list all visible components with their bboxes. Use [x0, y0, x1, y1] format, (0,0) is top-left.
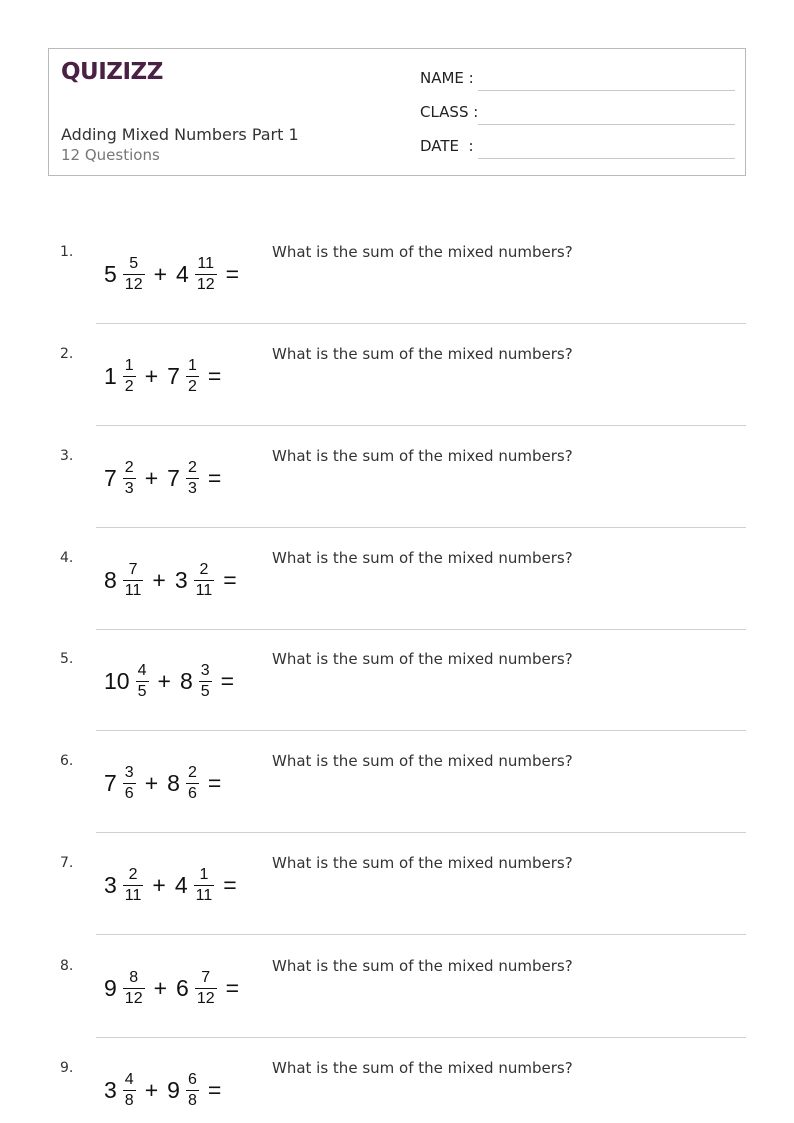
class-field[interactable]	[420, 99, 735, 125]
mixed-number-expression	[104, 350, 221, 402]
question-count: 12 Questions	[61, 146, 160, 164]
first-fraction	[123, 562, 144, 599]
question-number: 2.	[60, 346, 74, 362]
mixed-number-expression	[104, 248, 239, 300]
first-fraction	[123, 460, 136, 497]
first-whole: 5	[104, 260, 117, 287]
second-fraction	[194, 562, 215, 599]
name-line	[478, 90, 735, 91]
first-fraction	[123, 1072, 136, 1109]
question-item	[60, 739, 746, 841]
question-number: 6.	[60, 753, 74, 769]
answer-line	[96, 323, 746, 324]
second-fraction	[194, 867, 215, 904]
first-numerator: 2	[124, 458, 134, 476]
second-denominator: 12	[196, 275, 215, 293]
second-denominator: 11	[195, 581, 213, 599]
second-denominator: 2	[187, 377, 197, 395]
first-fraction	[136, 663, 149, 700]
second-denominator: 12	[196, 989, 215, 1007]
second-fraction	[195, 256, 217, 293]
question-item	[60, 230, 746, 332]
mixed-number-expression	[104, 452, 221, 504]
quizizz-logo: QUIZIZZ	[61, 59, 163, 85]
question-item	[60, 536, 746, 638]
second-numerator: 1	[199, 865, 209, 883]
answer-line	[96, 629, 746, 630]
equals-sign: =	[207, 464, 222, 491]
second-numerator: 2	[199, 560, 209, 578]
first-numerator: 5	[129, 254, 139, 272]
first-denominator: 6	[124, 784, 134, 802]
equals-sign: =	[223, 566, 237, 593]
plus-sign: +	[144, 464, 159, 491]
second-fraction	[186, 460, 199, 497]
question-number: 3.	[60, 448, 74, 464]
question-item	[60, 1046, 746, 1123]
answer-line	[96, 934, 746, 935]
first-numerator: 3	[124, 763, 134, 781]
second-numerator: 7	[201, 968, 211, 986]
first-numerator: 2	[128, 865, 138, 883]
question-number: 5.	[60, 651, 74, 667]
second-numerator: 11	[197, 254, 215, 272]
first-whole: 3	[104, 871, 117, 898]
question-text: What is the sum of the mixed numbers?	[272, 447, 573, 465]
second-numerator: 6	[187, 1070, 197, 1088]
first-numerator: 4	[137, 661, 147, 679]
worksheet-header	[48, 48, 746, 176]
second-fraction	[195, 970, 217, 1007]
second-whole: 3	[174, 566, 188, 593]
plus-sign: +	[144, 769, 159, 796]
first-whole: 7	[104, 769, 117, 796]
second-whole: 8	[167, 769, 180, 796]
answer-line	[96, 832, 746, 833]
second-whole: 9	[167, 1076, 180, 1103]
date-label: DATE :	[420, 137, 474, 155]
plus-sign: +	[152, 871, 166, 898]
answer-line	[96, 527, 746, 528]
second-numerator: 2	[187, 763, 197, 781]
question-text: What is the sum of the mixed numbers?	[272, 650, 573, 668]
question-text: What is the sum of the mixed numbers?	[272, 854, 573, 872]
second-whole: 8	[179, 667, 193, 694]
plus-sign: +	[157, 667, 171, 694]
first-numerator: 1	[124, 356, 134, 374]
worksheet-title: Adding Mixed Numbers Part 1	[61, 125, 299, 144]
question-number: 1.	[60, 244, 74, 260]
second-whole: 7	[167, 464, 180, 491]
first-denominator: 2	[124, 377, 134, 395]
second-fraction	[186, 358, 199, 395]
plus-sign: +	[144, 1076, 159, 1103]
question-text: What is the sum of the mixed numbers?	[272, 957, 573, 975]
second-fraction	[199, 663, 212, 700]
plus-sign: +	[152, 566, 166, 593]
equals-sign: =	[225, 974, 240, 1001]
first-fraction	[123, 765, 136, 802]
date-field[interactable]	[420, 133, 735, 159]
second-fraction	[186, 765, 199, 802]
class-label: CLASS :	[420, 103, 479, 121]
question-item	[60, 434, 746, 536]
plus-sign: +	[153, 974, 168, 1001]
answer-line	[96, 425, 746, 426]
first-denominator: 8	[124, 1091, 134, 1109]
question-number: 8.	[60, 958, 74, 974]
first-whole: 8	[104, 566, 117, 593]
first-fraction	[123, 867, 144, 904]
second-denominator: 5	[200, 682, 210, 700]
equals-sign: =	[223, 871, 237, 898]
second-denominator: 3	[187, 479, 197, 497]
mixed-number-expression	[104, 1064, 221, 1116]
answer-line	[96, 730, 746, 731]
second-whole: 7	[167, 362, 180, 389]
first-denominator: 12	[124, 989, 143, 1007]
mixed-number-expression	[104, 962, 239, 1014]
first-numerator: 7	[128, 560, 138, 578]
first-denominator: 12	[124, 275, 143, 293]
equals-sign: =	[207, 1076, 222, 1103]
name-field[interactable]	[420, 65, 735, 91]
question-text: What is the sum of the mixed numbers?	[272, 1059, 573, 1077]
mixed-number-expression	[104, 757, 221, 809]
second-numerator: 2	[187, 458, 197, 476]
plus-sign: +	[153, 260, 168, 287]
first-fraction	[123, 358, 136, 395]
first-whole: 3	[104, 1076, 117, 1103]
first-denominator: 5	[137, 682, 147, 700]
question-item	[60, 332, 746, 434]
first-whole: 10	[104, 667, 130, 694]
question-number: 4.	[60, 550, 74, 566]
second-denominator: 8	[187, 1091, 197, 1109]
first-fraction	[123, 256, 145, 293]
equals-sign: =	[207, 362, 222, 389]
second-fraction	[186, 1072, 199, 1109]
mixed-number-expression	[104, 554, 237, 606]
answer-line	[96, 1037, 746, 1038]
first-fraction	[123, 970, 145, 1007]
question-number: 7.	[60, 855, 74, 871]
first-whole: 1	[104, 362, 117, 389]
question-text: What is the sum of the mixed numbers?	[272, 549, 573, 567]
mixed-number-expression	[104, 859, 237, 911]
first-denominator: 11	[124, 886, 142, 904]
name-label: NAME :	[420, 69, 474, 87]
second-whole: 6	[176, 974, 189, 1001]
question-text: What is the sum of the mixed numbers?	[272, 243, 573, 261]
second-denominator: 6	[187, 784, 197, 802]
date-line	[478, 158, 735, 159]
equals-sign: =	[225, 260, 240, 287]
first-denominator: 3	[124, 479, 134, 497]
question-text: What is the sum of the mixed numbers?	[272, 345, 573, 363]
question-item	[60, 637, 746, 739]
second-whole: 4	[176, 260, 189, 287]
question-text: What is the sum of the mixed numbers?	[272, 752, 573, 770]
second-numerator: 3	[200, 661, 210, 679]
first-denominator: 11	[124, 581, 142, 599]
mixed-number-expression	[104, 655, 234, 707]
equals-sign: =	[207, 769, 222, 796]
second-denominator: 11	[195, 886, 213, 904]
first-whole: 7	[104, 464, 117, 491]
first-whole: 9	[104, 974, 117, 1001]
question-number: 9.	[60, 1060, 74, 1076]
question-item	[60, 944, 746, 1046]
plus-sign: +	[144, 362, 159, 389]
first-numerator: 4	[124, 1070, 134, 1088]
second-numerator: 1	[187, 356, 197, 374]
first-numerator: 8	[129, 968, 139, 986]
class-line	[478, 124, 735, 125]
question-item	[60, 841, 746, 943]
second-whole: 4	[174, 871, 188, 898]
equals-sign: =	[220, 667, 235, 694]
